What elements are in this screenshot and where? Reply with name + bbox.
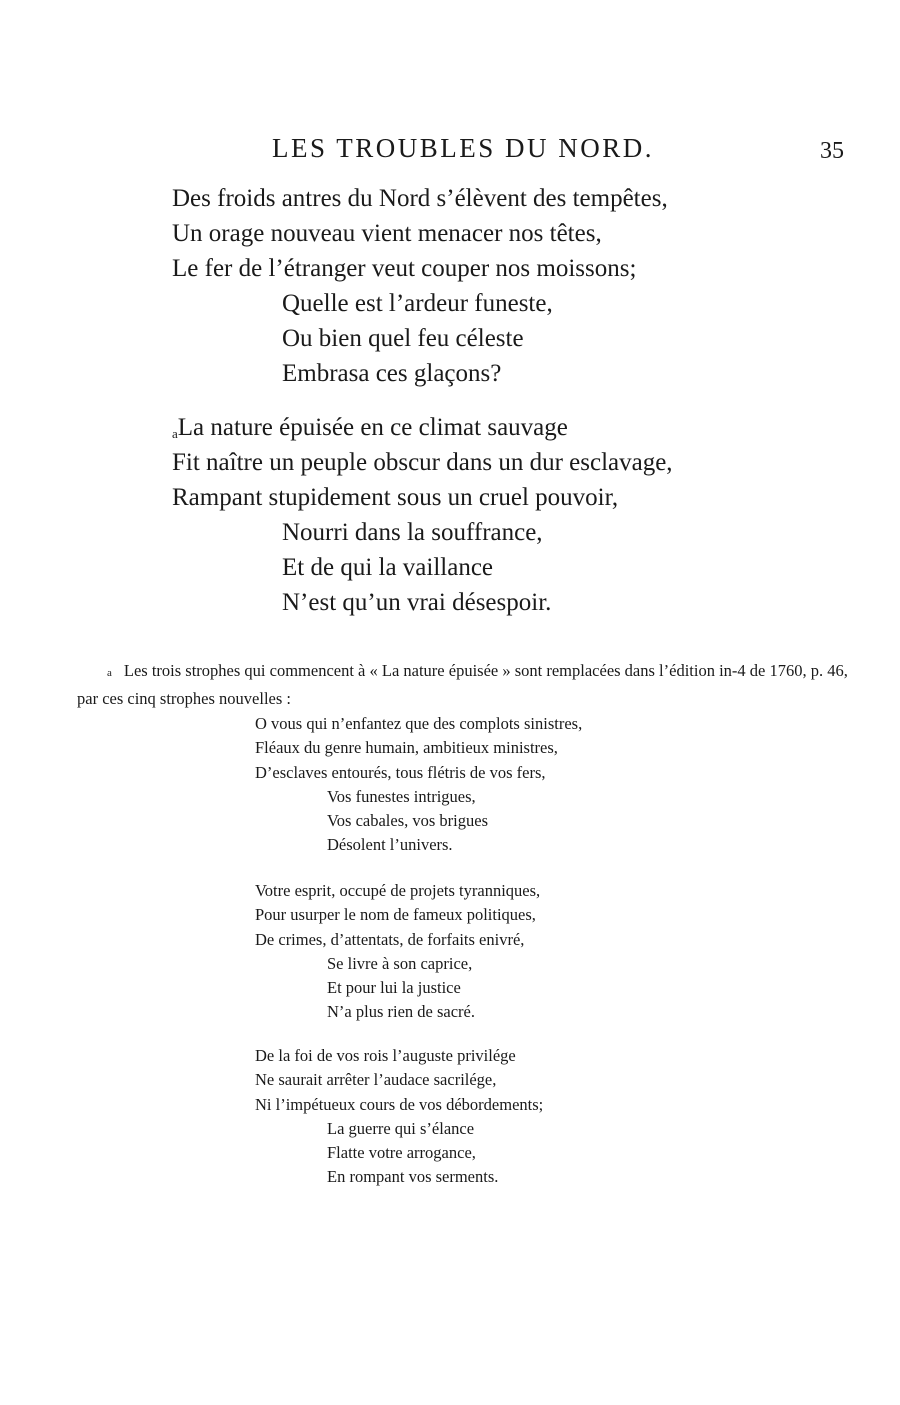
footnote-verse-line: Et pour lui la justice (327, 978, 461, 998)
poem-stanza-1 (172, 181, 668, 391)
verse-line: Le fer de l’étranger veut couper nos moissons; (172, 255, 637, 282)
verse-line: Rampant stupidement sous un cruel pouvoir, (172, 484, 619, 511)
verse-line: Embrasa ces glaçons? (282, 360, 502, 387)
running-title: LES TROUBLES DU NORD. (272, 133, 655, 163)
footnote-body: Les trois strophes qui commencent à « La nature épuisée » sont remplacées dans l’édition in-4 de 1760, p. 46, par ces cinq strophes nouvelles : (77, 661, 848, 708)
footnote-verse-line: N’a plus rien de sacré. (327, 1002, 475, 1022)
verse-line: Ou bien quel feu céleste (282, 325, 524, 352)
verse-line-with-note (172, 410, 673, 445)
footnote-marker: a (107, 667, 112, 679)
footnote-verse-line: Pour usurper le nom de fameux politiques, (255, 905, 536, 925)
footnote-stanza-1 (255, 712, 582, 858)
footnote-verse-line: La guerre qui s’élance (327, 1118, 475, 1138)
footnote-verse-line: De crimes, d’attentats, de forfaits enivré, (255, 929, 525, 949)
footnote-verse-line: Vos cabales, vos brigues (327, 811, 489, 831)
footnote-verse-line: Désolent l’univers. (327, 835, 453, 855)
note-reference-mark: a (172, 426, 178, 441)
footnote-verse-line: Vos funestes intrigues, (327, 786, 476, 806)
verse-line: Un orage nouveau vient menacer nos têtes, (172, 220, 602, 247)
footnote-verse-line: O vous qui n’enfantez que des complots sinistres, (255, 714, 583, 733)
verse-line: Fit naître un peuple obscur dans un dur esclavage, (172, 449, 673, 476)
footnote-verse-line: Ne saurait arrêter l’audace sacrilége, (255, 1070, 497, 1090)
verse-line: Nourri dans la souffrance, (282, 519, 543, 546)
verse-line: Et de qui la vaillance (282, 554, 494, 581)
verse-text: La nature épuisée en ce climat sauvage (177, 414, 568, 441)
footnote-verse-line: Fléaux du genre humain, ambitieux ministres, (255, 738, 558, 758)
footnote-verse-line: Se livre à son caprice, (327, 953, 473, 973)
verse-line: Des froids antres du Nord s’élèvent des tempêtes, (172, 185, 668, 212)
poem-stanza-2 (172, 410, 673, 620)
footnote-verse-line: D’esclaves entourés, tous flétris de vos fers, (255, 762, 546, 782)
footnote-verse-line: En rompant vos serments. (327, 1167, 499, 1187)
footnote-stanza-3 (255, 1044, 543, 1190)
footnote-verse-line: Ni l’impétueux cours de vos débordements; (255, 1094, 544, 1114)
page-number: 35 (820, 138, 844, 164)
footnote-verse-line: Flatte votre arrogance, (327, 1143, 476, 1163)
footnote-stanza-2 (255, 879, 540, 1025)
footnote-text (77, 658, 857, 711)
verse-line: Quelle est l’ardeur funeste, (282, 290, 553, 317)
footnote-verse-line: Votre esprit, occupé de projets tyranniques, (255, 881, 541, 900)
verse-line: N’est qu’un vrai désespoir. (282, 589, 552, 616)
footnote-verse-line: De la foi de vos rois l’auguste privilége (255, 1046, 516, 1065)
